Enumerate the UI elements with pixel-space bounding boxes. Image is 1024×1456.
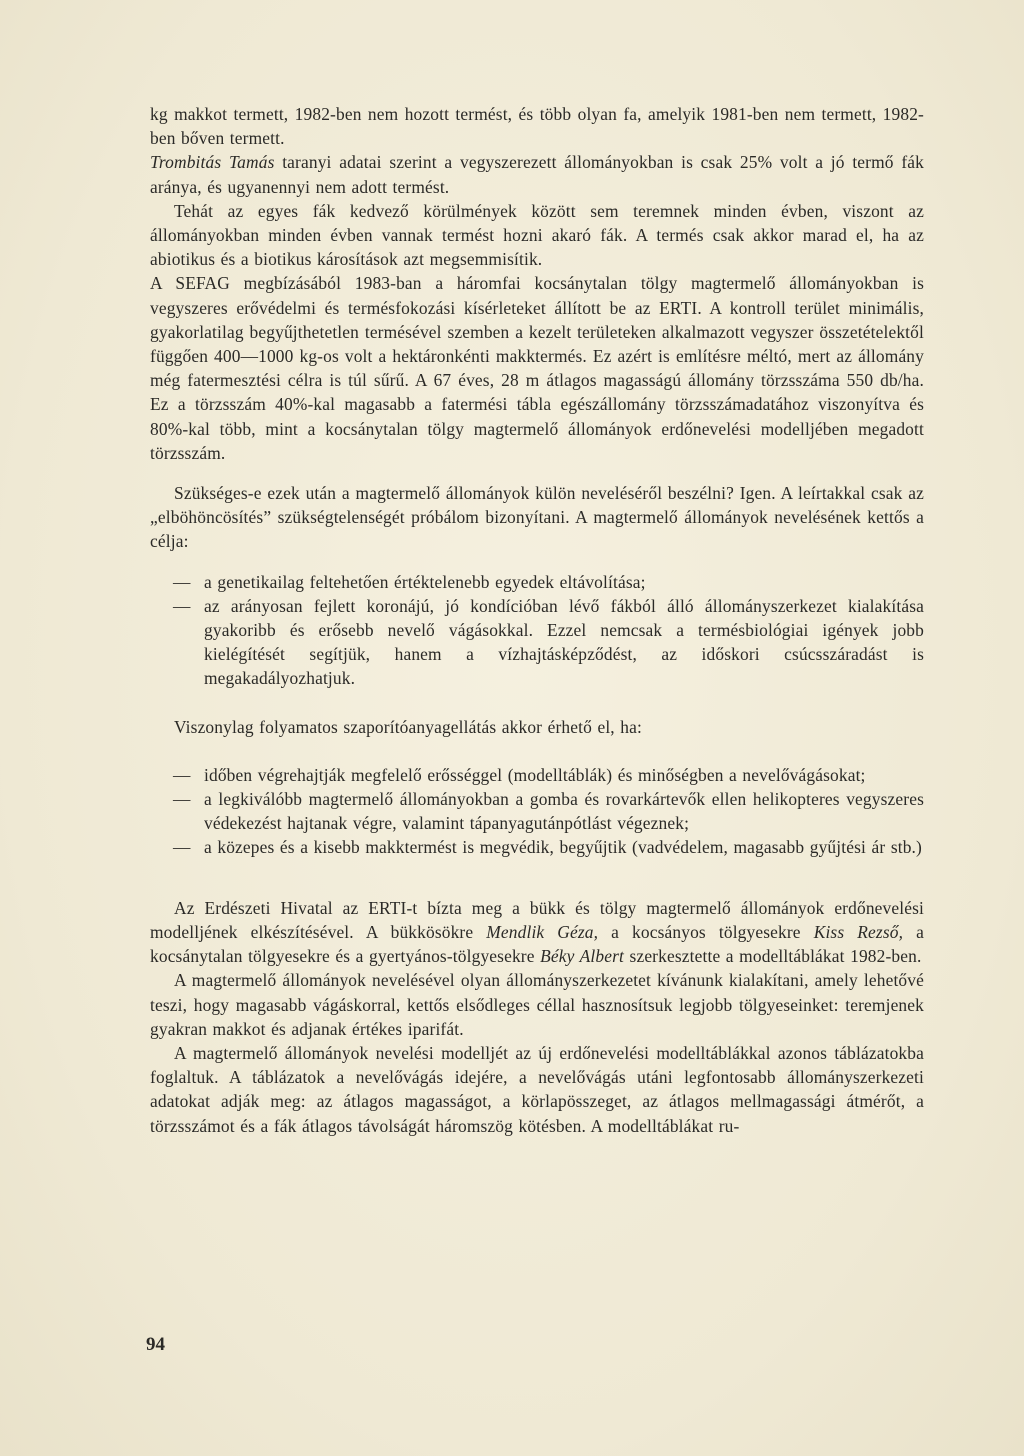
spacer <box>150 860 924 896</box>
paragraph-7-text-c: a kocsánytalan tölgyesekre és a gyertyános-tölgyesekre <box>150 921 924 967</box>
paragraph-7 <box>150 896 924 969</box>
page-number: 94 <box>146 1334 165 1355</box>
paragraph-9: A magtermelő állományok nevelési modelljét az új erdőnevelési modelltáblákkal azonos táblázatokba foglaltuk. A táblázatok a nevelővágás idejére, a nevelővágás utáni legfontosabb állományszerkezeti adatokat adják meg: az átlagos magasságot, a körlapösszeget, az átlagos mellmagassági átmérőt, a törzsszámot és a fák átlagos távolságát háromszög kötésben. A modelltáblákat ru- <box>150 1042 924 1136</box>
spacer <box>150 465 924 481</box>
author-name-trombitas: Trombitás Tamás <box>150 152 275 173</box>
paragraph-7-text-a: Az Erdészeti Hivatal az ERTI-t bízta meg a bükk és tölgy magtermelő állományok erdőnevelési modelljének elkészítésével. A bükkösökre <box>150 897 924 942</box>
author-name-beky: Béky Albert <box>540 946 625 967</box>
paragraph-2-text: taranyi adatai szerint a vegyszerezett állományokban is csak 25% volt a jó termő fák aránya, és ugyanennyi nem adott termést. <box>150 152 924 197</box>
list-item: — időben végrehajtják megfelelő erősséggel (modelltáblák) és minőségben a nevelővágásokat; <box>150 763 924 787</box>
conditions-list <box>150 763 924 860</box>
paragraph-8: A magtermelő állományok nevelésével olyan állományszerkezetet kívánunk kialakítani, amely lehetővé teszi, hogy magasabb vágáskorral, kettős elsődleges céllal hasznosítsuk legjobb tölgyeseinket: teremjenek gyakran makkot és adjanak értékes iparifát. <box>150 970 924 1039</box>
list-item: — a közepes és a kisebb makktermést is megvédik, begyűjtik (vadvédelem, magasabb gyűjtési ár stb.) <box>150 835 924 859</box>
list-item: — a genetikailag feltehetően értéktelenebb egyedek eltávolítása; <box>150 570 924 594</box>
goals-list <box>150 570 924 691</box>
spacer <box>150 554 924 570</box>
paragraph-2 <box>150 150 924 198</box>
author-name-kiss: Kiss Rezső, <box>813 921 904 942</box>
paragraph-6: Viszonylag folyamatos szaporítóanyagellátás akkor érhető el, ha: <box>174 716 643 737</box>
spacer <box>150 739 924 763</box>
page-body <box>150 102 924 1138</box>
list-item: — az arányosan fejlett koronájú, jó kondícióban lévő fákból álló állományszerkezet kialakítása gyakoribb és erősebb nevelő vágásokkal. Ezzel nemcsak a termésbiológiai igények jobb kielégítését segítjük, hanem a vízhajtásképződést, az időskori csúcsszáradást is megakadályozhatjuk. <box>150 594 924 691</box>
paragraph-7-text-b: a kocsányos tölgyesekre <box>598 921 814 942</box>
paragraph-3: Tehát az egyes fák kedvező körülmények között sem teremnek minden évben, viszont az állományokban minden évben vannak termést hozni akaró fák. A termés csak akkor marad el, ha az abiotikus és a biotikus károsítások azt megsemmisítik. <box>150 200 924 270</box>
paragraph-4: A SEFAG megbízásából 1983-ban a háromfai kocsánytalan tölgy magtermelő állományokban is vegyszeres erővédelmi és termésfokozási kísérleteket állított be az ERTI. A kontroll terület minimális, gyakorlatilag begyűjthetetlen termésével szemben a kezelt területeken alkalmazott vegyszer összetételektől függően 400—1000 kg-os volt a hektáronkénti makktermés. Ez azért is említésre méltó, mert az állomány még fatermesztési célra is túl sűrű. A 67 éves, 28 m átlagos magasságú állomány törzsszáma 550 db/ha. Ez a törzsszám 40%-kal magasabb a fatermési tábla egészállomány törzsszámadatához viszonyítva és 80%-kal több, mint a kocsánytalan tölgy magtermelő állományok erdőnevelési modelljében megadott törzsszám. <box>150 273 924 463</box>
author-name-mendlik: Mendlik Géza, <box>486 921 599 942</box>
paragraph-7-text-d: szerkesztette a modelltáblákat 1982-ben. <box>624 946 922 967</box>
paragraph-5: Szükséges-e ezek után a magtermelő állományok külön neveléséről beszélni? Igen. A leírtakkal csak az „elböhöncösítés” szükségtelenségét próbálom bizonyítani. A magtermelő állományok nevelésének kettős a célja: <box>150 483 924 552</box>
paragraph-1: kg makkot termett, 1982-ben nem hozott termést, és több olyan fa, amelyik 1981-ben nem termett, 1982-ben bőven termett. <box>150 104 924 149</box>
list-item: — a legkiválóbb magtermelő állományokban a gomba és rovarkártevők ellen helikopteres vegyszeres védekezést hajtanak végre, valamint tápanyagutánpótlást végeznek; <box>150 787 924 835</box>
spacer <box>150 691 924 715</box>
